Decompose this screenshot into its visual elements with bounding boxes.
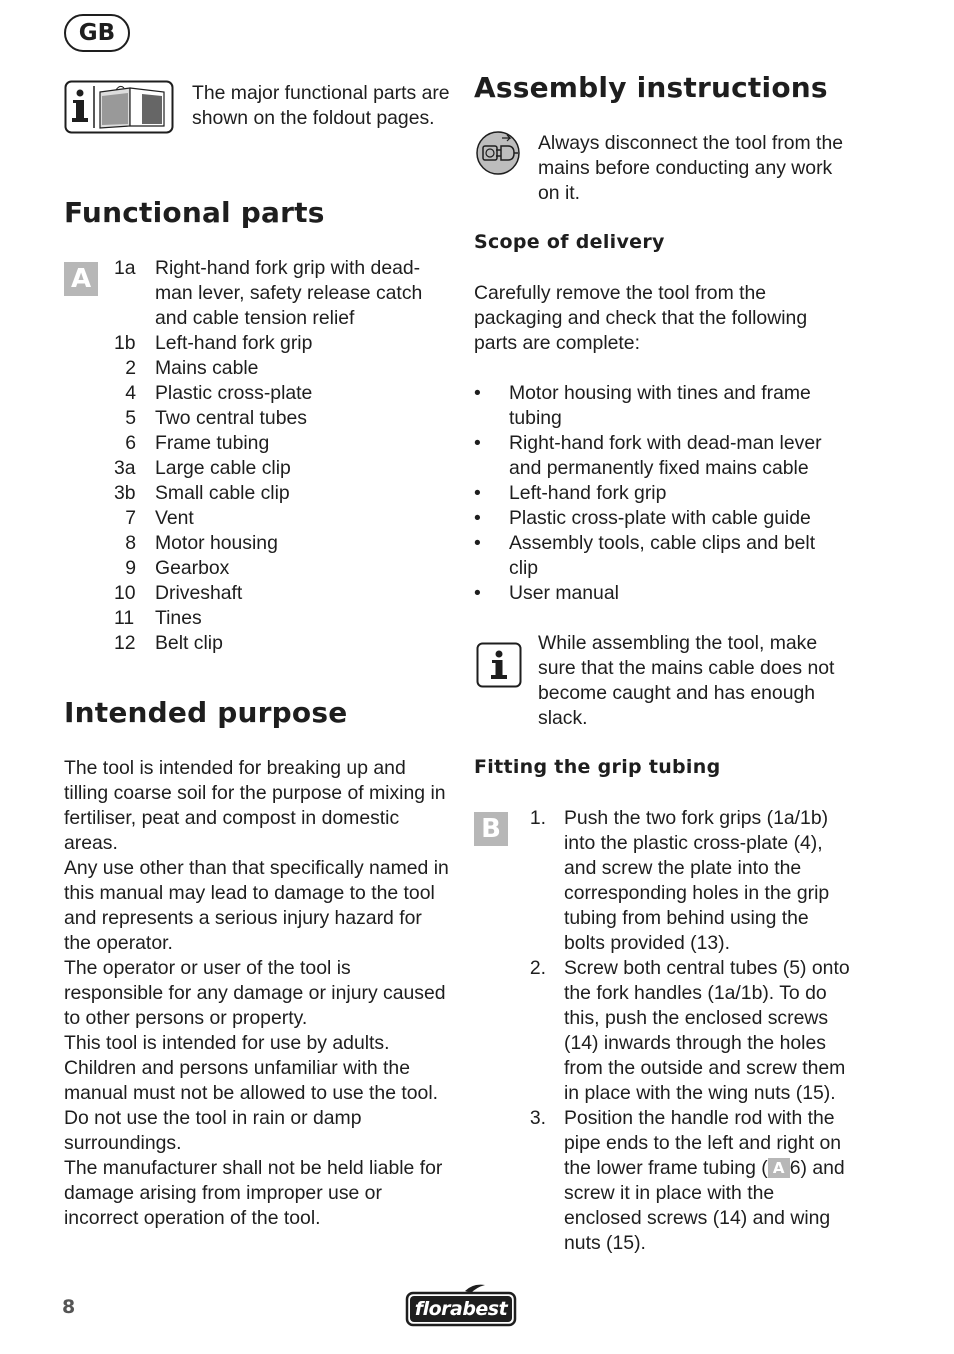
list-item bbox=[114, 531, 444, 556]
part-label: Motor housing bbox=[155, 532, 278, 554]
list-item bbox=[474, 581, 846, 606]
part-label: Vent bbox=[155, 507, 194, 529]
part-number: 1b bbox=[114, 332, 136, 354]
part-label: Mains cable bbox=[155, 357, 259, 379]
part-label: Frame tubing bbox=[155, 432, 270, 454]
part-number: 7 bbox=[125, 507, 136, 529]
paragraph: Any use other than that specifically named in this manual may lead to damage to the tool and represents a serious injury hazard for the operator. bbox=[64, 857, 449, 954]
list-item bbox=[114, 356, 444, 381]
brand-name: florabest bbox=[414, 1298, 508, 1320]
intended-purpose-body bbox=[64, 756, 449, 1231]
part-label: Gearbox bbox=[155, 557, 230, 579]
list-item bbox=[528, 1106, 854, 1256]
language-badge: GB bbox=[64, 14, 130, 52]
part-number: 4 bbox=[125, 382, 136, 404]
foldout-info-icon bbox=[64, 80, 174, 134]
step-number: 1. bbox=[529, 807, 546, 829]
part-number: 9 bbox=[125, 557, 136, 579]
scope-intro: Carefully remove the tool from the packaging and check that the following parts are complete: bbox=[474, 282, 808, 354]
info-note-text: While assembling the tool, make sure that the mains cable does not become caught and has enough slack. bbox=[538, 632, 835, 729]
list-item bbox=[528, 956, 854, 1106]
list-item bbox=[528, 806, 854, 956]
scope-of-delivery-heading: Scope of delivery bbox=[474, 231, 665, 253]
unplug-note-text: Always disconnect the tool from the mains before conducting any work on it. bbox=[538, 132, 844, 204]
list-item-text: Right-hand fork with dead-man lever and permanently fixed mains cable bbox=[509, 432, 822, 479]
brand-logo bbox=[405, 1283, 517, 1327]
part-number: 10 bbox=[114, 582, 136, 604]
bullet: • bbox=[474, 482, 481, 504]
list-item bbox=[114, 506, 444, 531]
paragraph: The manufacturer shall not be held liable for damage arising from improper use or incorrect operation of the tool. bbox=[64, 1157, 443, 1229]
step-text-part: 6) and screw it in place with the enclosed screws (14) and wing nuts (15). bbox=[564, 1157, 845, 1254]
step-number: 3. bbox=[529, 1107, 546, 1129]
fitting-grip-tubing-heading: Fitting the grip tubing bbox=[474, 756, 721, 778]
list-item bbox=[114, 381, 444, 406]
functional-parts-heading: Functional parts bbox=[64, 196, 325, 229]
list-item bbox=[114, 256, 444, 331]
part-number: 6 bbox=[125, 432, 136, 454]
part-label: Small cable clip bbox=[155, 482, 290, 504]
list-item bbox=[474, 531, 846, 581]
list-item bbox=[114, 481, 444, 506]
intended-purpose-heading: Intended purpose bbox=[64, 696, 348, 729]
part-number: 1a bbox=[114, 257, 136, 279]
list-item bbox=[114, 581, 444, 606]
part-number: 5 bbox=[125, 407, 136, 429]
list-item-text: User manual bbox=[509, 582, 619, 604]
part-label: Two central tubes bbox=[155, 407, 307, 429]
functional-parts-list bbox=[114, 256, 444, 656]
list-item bbox=[474, 506, 846, 531]
figure-ref-tag: A bbox=[768, 1158, 790, 1178]
part-number: 3b bbox=[114, 482, 136, 504]
part-number: 11 bbox=[114, 607, 135, 629]
list-item bbox=[114, 456, 444, 481]
foldout-note-text: The major functional parts are shown on the foldout pages. bbox=[192, 82, 450, 129]
step-text: Push the two fork grips (1a/1b) into the plastic cross-plate (4), and screw the plate into the corresponding holes in the grip tubing from behind using the bolts provided (13). bbox=[564, 807, 830, 954]
figure-tag-b: B bbox=[474, 812, 508, 846]
paragraph: The tool is intended for breaking up and tilling coarse soil for the purpose of mixing in fertiliser, peat and compost in domestic areas. bbox=[64, 757, 446, 854]
bullet: • bbox=[474, 532, 481, 554]
list-item bbox=[114, 431, 444, 456]
bullet: • bbox=[474, 582, 481, 604]
page-number: 8 bbox=[62, 1296, 76, 1318]
scope-list bbox=[474, 381, 846, 606]
part-number: 12 bbox=[114, 632, 136, 654]
step-text-part: Position the handle rod with the pipe ends to the left and right on the lower frame tubing ( bbox=[564, 1107, 842, 1179]
paragraph: This tool is intended for use by adults. Children and persons unfamiliar with the manual must not be allowed to use the tool. Do not use the tool in rain or damp surroundings. bbox=[64, 1032, 439, 1154]
list-item bbox=[114, 331, 444, 356]
list-item bbox=[114, 556, 444, 581]
assembly-instructions-heading: Assembly instructions bbox=[474, 71, 828, 104]
assembly-steps bbox=[528, 806, 854, 1256]
list-item bbox=[474, 481, 846, 506]
bullet: • bbox=[474, 507, 481, 529]
list-item bbox=[474, 431, 846, 481]
part-label: Plastic cross-plate bbox=[155, 382, 313, 404]
list-item-text: Left-hand fork grip bbox=[509, 482, 667, 504]
part-label: Belt clip bbox=[155, 632, 223, 654]
bullet: • bbox=[474, 432, 481, 454]
part-number: 3a bbox=[114, 457, 136, 479]
part-label: Tines bbox=[155, 607, 202, 629]
list-item bbox=[474, 381, 846, 431]
list-item bbox=[114, 406, 444, 431]
part-label: Left-hand fork grip bbox=[155, 332, 313, 354]
step-number: 2. bbox=[529, 957, 546, 979]
list-item bbox=[114, 631, 444, 656]
figure-tag-a: A bbox=[64, 262, 98, 296]
list-item-text: Assembly tools, cable clips and belt clip bbox=[509, 532, 816, 579]
part-label: Large cable clip bbox=[155, 457, 291, 479]
list-item bbox=[114, 606, 444, 631]
step-text bbox=[564, 1106, 854, 1256]
list-item-text: Motor housing with tines and frame tubing bbox=[509, 382, 811, 429]
unplug-icon bbox=[474, 130, 522, 176]
part-number: 2 bbox=[125, 357, 136, 379]
step-text: Screw both central tubes (5) onto the fork handles (1a/1b). To do this, push the enclosed screws (14) inwards through the holes from the outside and screw them in place with the wing nuts (15). bbox=[564, 957, 850, 1104]
bullet: • bbox=[474, 382, 481, 404]
list-item-text: Plastic cross-plate with cable guide bbox=[509, 507, 811, 529]
part-number: 8 bbox=[125, 532, 136, 554]
info-icon bbox=[476, 642, 522, 688]
paragraph: The operator or user of the tool is responsible for any damage or injury caused to other persons or property. bbox=[64, 957, 446, 1029]
part-label: Driveshaft bbox=[155, 582, 243, 604]
part-label: Right-hand fork grip with dead-man lever, safety release catch and cable tension relief bbox=[155, 257, 423, 329]
